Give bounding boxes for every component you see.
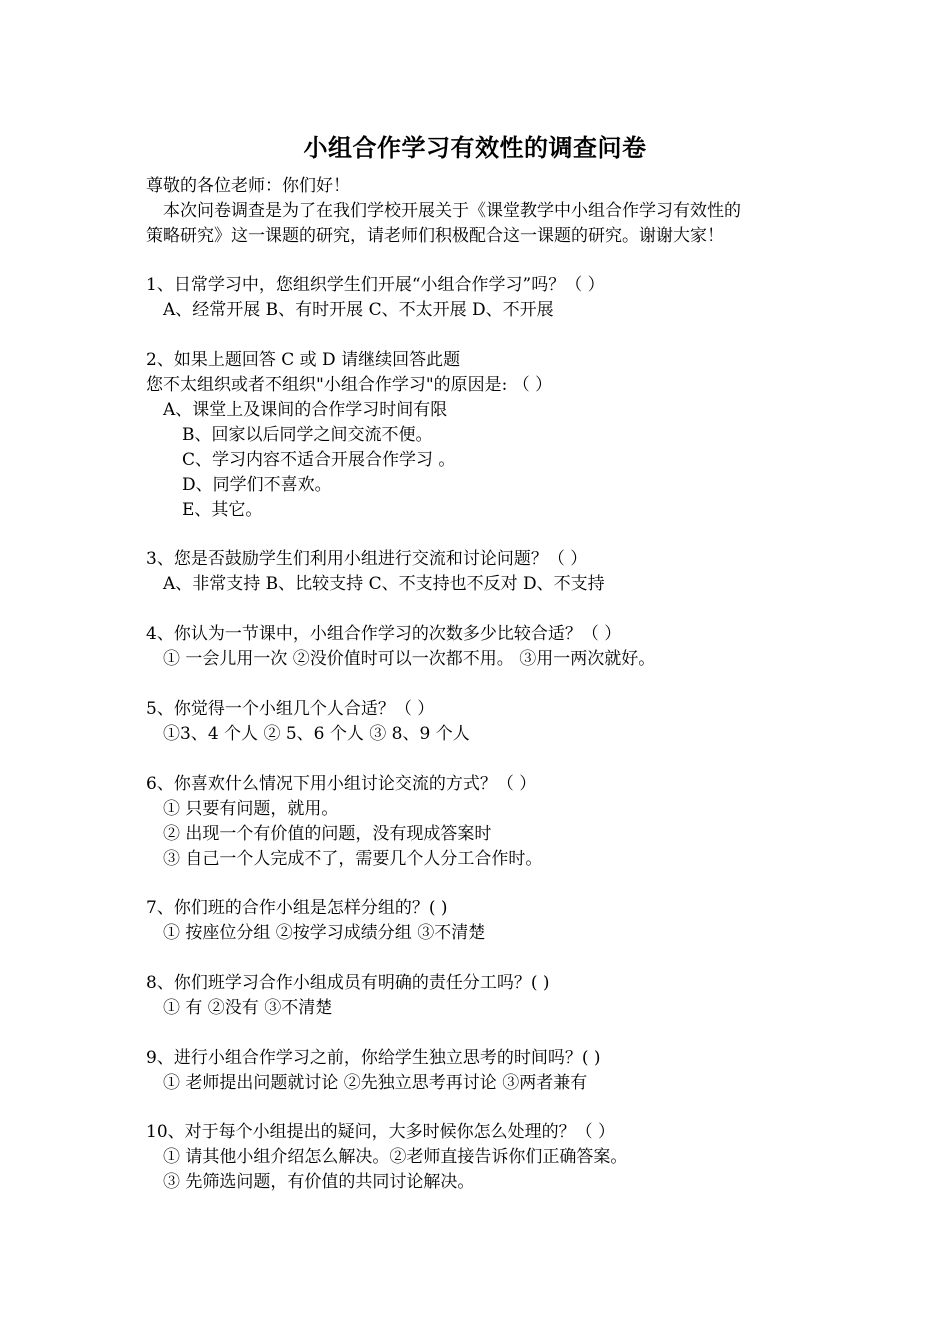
question-5: 5、你觉得一个小组几个人合适？（ ）: [146, 699, 435, 719]
question-10: 10、对于每个小组提出的疑问，大多时候你怎么处理的？（ ）: [146, 1122, 616, 1142]
greeting: 尊敬的各位老师：你们好！: [146, 176, 350, 196]
question-10-option-2: ③ 先筛选问题，有价值的共同讨论解决。: [163, 1172, 475, 1192]
question-10-option-1: ① 请其他小组介绍怎么解决。②老师直接告诉你们正确答案。: [163, 1147, 628, 1167]
question-7: 7、你们班的合作小组是怎样分组的？( ): [146, 898, 448, 918]
question-8-options: ① 有 ②没有 ③不清楚: [163, 998, 333, 1018]
intro-line-1: 本次问卷调查是为了在我们学校开展关于《课堂教学中小组合作学习有效性的: [163, 201, 741, 221]
question-6: 6、你喜欢什么情况下用小组讨论交流的方式？（ ）: [146, 774, 537, 794]
question-6-option-2: ② 出现一个有价值的问题，没有现成答案时: [163, 824, 492, 844]
question-3: 3、您是否鼓励学生们利用小组进行交流和讨论问题？（ ）: [146, 549, 588, 569]
document-title: 小组合作学习有效性的调查问卷: [303, 134, 647, 162]
question-2-option-d: D、同学们不喜欢。: [182, 475, 332, 495]
question-8: 8、你们班学习合作小组成员有明确的责任分工吗？( ): [146, 973, 550, 993]
question-4-options: ① 一会儿用一次 ②没价值时可以一次都不用。 ③用一两次就好。: [163, 649, 656, 669]
question-7-options: ① 按座位分组 ②按学习成绩分组 ③不清楚: [163, 923, 486, 943]
question-1-options: A、经常开展 B、有时开展 C、不太开展 D、不开展: [163, 300, 554, 320]
question-2-option-b: B、回家以后同学之间交流不便。: [182, 425, 433, 445]
question-2-option-e: E、其它。: [182, 500, 263, 520]
question-2-subtext: 您不太组织或者不组织"小组合作学习"的原因是: （ ）: [146, 375, 553, 395]
question-5-options: ①3、4 个人 ② 5、6 个人 ③ 8、9 个人: [163, 724, 470, 744]
question-2-option-a: A、课堂上及课间的合作学习时间有限: [163, 400, 448, 420]
question-6-option-1: ① 只要有问题，就用。: [163, 799, 339, 819]
intro-line-2: 策略研究》这一课题的研究，请老师们积极配合这一课题的研究。谢谢大家！: [146, 226, 724, 246]
question-4: 4、你认为一节课中，小组合作学习的次数多少比较合适？（ ）: [146, 624, 622, 644]
question-6-option-3: ③ 自己一个人完成不了，需要几个人分工合作时。: [163, 849, 543, 869]
question-1: 1、日常学习中，您组织学生们开展“小组合作学习”吗？（ ）: [146, 275, 605, 295]
question-3-options: A、非常支持 B、比较支持 C、不支持也不反对 D、不支持: [163, 574, 605, 594]
question-2: 2、如果上题回答 C 或 D 请继续回答此题: [146, 350, 461, 370]
question-2-option-c: C、学习内容不适合开展合作学习 。: [182, 450, 456, 470]
question-9: 9、进行小组合作学习之前，你给学生独立思考的时间吗？( ): [146, 1048, 601, 1068]
question-9-options: ① 老师提出问题就讨论 ②先独立思考再讨论 ③两者兼有: [163, 1073, 588, 1093]
